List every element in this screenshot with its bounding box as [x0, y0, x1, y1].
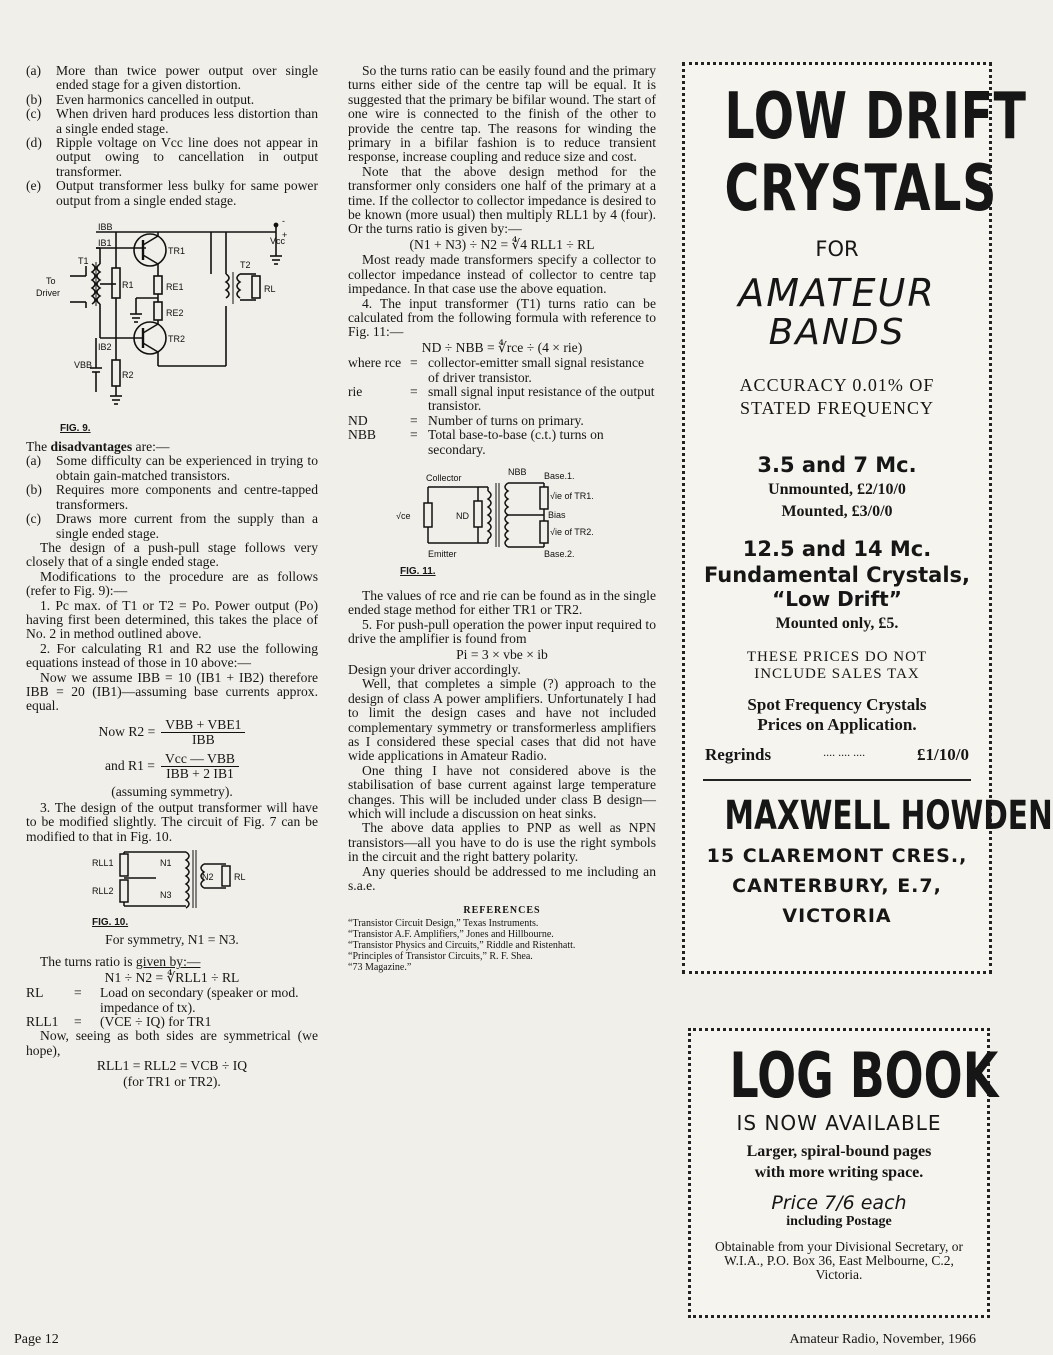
ad1-regrinds-label: Regrinds: [705, 745, 772, 764]
definition-eq: =: [410, 355, 418, 371]
drive-power-equation: Pi = 3 × vbe × ib: [456, 646, 548, 662]
ad1-tax-1: THESE PRICES DO NOT: [746, 649, 928, 665]
definition-eq: =: [410, 412, 418, 428]
ad1-regrinds-price: £1/10/0: [917, 745, 969, 764]
fig9-t2-label: T2: [240, 260, 251, 271]
col2-paragraph: Any queries should be addressed to me including an s.a.e.: [348, 863, 656, 894]
col2-paragraph: 5. For push-pull operation the power input required to drive the amplifier is found from: [348, 616, 656, 647]
definition-eq: =: [74, 1014, 82, 1030]
list-item-text: Output transformer less bulky for same power output from a single ended stage.: [56, 178, 318, 208]
disadvantages-list: [26, 454, 318, 540]
ad2-subtitle: IS NOW AVAILABLE: [736, 1111, 942, 1135]
ad1-company: MAXWELL HOWDEN: [724, 793, 1053, 839]
col1-paragraph: Now, seeing as both sides are symmetrical (we hope),: [26, 1028, 318, 1058]
fig-10-caption: FIG. 10.: [92, 917, 129, 929]
ad1-address-1: 15 CLAREMONT CRES.,: [706, 845, 968, 867]
list-item: [26, 512, 318, 541]
definition-text: Number of turns on primary.: [428, 412, 584, 428]
ad1-low-drift: “Low Drift”: [772, 587, 902, 611]
list-item-text: Even harmonics cancelled in output.: [56, 91, 255, 107]
ad2-description-2: with more writing space.: [754, 1164, 924, 1181]
ad2-description-1: Larger, spiral-bound pages: [746, 1143, 932, 1160]
fig11-rie1-label: √ie of TR1.: [550, 490, 594, 501]
fig10-n2-label: N2: [202, 872, 214, 883]
reference-item: “Transistor Circuit Design,” Texas Instruments.: [348, 917, 539, 929]
turns-equation-2: (N1 + N3) ÷ N2 = ∜4 RLL1 ÷ RL: [409, 236, 595, 252]
fig9-ibb-label: IBB: [98, 222, 113, 233]
fig9-to-label: To: [46, 276, 56, 287]
definition-sym: ND: [348, 412, 368, 428]
ad1-mounted-only: Mounted only, £5.: [775, 615, 899, 632]
definition-sym: where rce: [348, 355, 402, 371]
fig10-n3-label: N3: [160, 890, 172, 901]
col2-definitions: [348, 356, 656, 457]
ad1-headline-1: LOW DRIFT: [724, 80, 1027, 154]
list-item-label: (d): [26, 135, 42, 151]
ad1-accuracy-2: STATED FREQUENCY: [739, 398, 935, 418]
column-2: [348, 64, 656, 973]
column-1: [26, 64, 318, 1090]
definition-eq: =: [410, 383, 418, 399]
ad1-fundamental: Fundamental Crystals,: [703, 563, 971, 587]
disadvantages-intro: [26, 440, 318, 454]
eq-r2-denominator: IBB: [192, 732, 215, 748]
turns-equation: N1 ÷ N2 = ∜RLL1 ÷ RL: [104, 969, 240, 985]
list-item: [26, 107, 318, 136]
list-item: [26, 136, 318, 179]
fig11-rie2-label: √ie of TR2.: [550, 526, 594, 537]
eq-r1-numerator: Vcc — VBB: [161, 752, 239, 767]
list-item-text: Ripple voltage on Vcc line does not appear in output owing to cancellation in output transformer.: [56, 135, 318, 179]
col2-paragraph: One thing I have not considered above is the stabilisation of base current against large temperature changes. This will be included under class B design—which will include a discussion on heat sinks.: [348, 762, 656, 822]
rll-equation: RLL1 = RLL2 = VCB ÷ IQ: [96, 1058, 248, 1074]
fig9-plus-label: +: [282, 230, 288, 241]
symmetry-equation: For symmetry, N1 = N3.: [105, 932, 239, 948]
definition-eq: =: [74, 985, 82, 1001]
list-item-label: (b): [26, 91, 42, 107]
col1-definitions: [26, 986, 318, 1029]
definition-sym: rie: [348, 383, 363, 399]
fig9-t1-label: T1: [78, 256, 89, 267]
list-item: [26, 483, 318, 512]
fig11-collector-label: Collector: [426, 472, 462, 483]
ad1-bands: BANDS: [768, 312, 906, 353]
references-heading: REFERENCES: [463, 904, 541, 916]
fig10-rll2-label: RLL2: [92, 886, 114, 897]
fig9-r2-label: R2: [122, 370, 134, 381]
fig9-vcc-label: Vcc: [270, 236, 286, 247]
list-item-label: (a): [26, 63, 42, 78]
col2-paragraph: Design your driver accordingly.: [348, 662, 521, 677]
fig-10-schematic: [26, 850, 318, 932]
turns-ratio-intro: [26, 955, 318, 969]
fig9-tr1-label: TR1: [168, 246, 186, 257]
fig10-rll1-label: RLL1: [92, 858, 114, 869]
ad1-regrinds-row: [685, 745, 989, 765]
definition-sym: RLL1: [26, 1014, 59, 1030]
ad2-obtain: Obtainable from your Divisional Secretary, or W.I.A., P.O. Box 36, East Melbourne, C.2, Victoria.: [714, 1239, 964, 1282]
list-item-label: (b): [26, 482, 42, 498]
ad2-title: LOG BOOK: [729, 1039, 999, 1112]
reference-item: “Principles of Transistor Circuits,” R. F. Shea.: [348, 950, 533, 962]
rll-equation-note: (for TR1 or TR2).: [123, 1073, 221, 1089]
fig9-ib1-label: IB1: [98, 238, 112, 249]
list-item-label: (c): [26, 511, 42, 527]
eq-r2-numerator: VBB + VBE1: [161, 718, 245, 733]
list-item: [26, 454, 318, 483]
col2-paragraph: Note that the above design method for the transformer only considers one half of the primary at a time. If the collector to collector impedance is desired to be known (more usual) then multiply RLL1 by 4 (four). Or the turns ratio is given by:—: [348, 163, 656, 237]
col2-paragraph: The values of rce and rie can be found as in the single ended stage method for either TR1 or TR2.: [348, 587, 656, 618]
symmetry-note: (assuming symmetry).: [111, 784, 233, 800]
definition-sym: NBB: [348, 427, 376, 443]
list-item-label: (c): [26, 106, 42, 122]
fig10-rl-label: RL: [234, 872, 246, 883]
col1-paragraph: 2. For calculating R1 and R2 use the following equations instead of those in 10 above:—: [26, 640, 318, 671]
definition-text: (VCE ÷ IQ) for TR1: [100, 1014, 212, 1030]
advantages-list: [26, 64, 318, 208]
eq-r2-lhs: Now R2 =: [98, 724, 156, 740]
fig9-re1-label: RE1: [166, 282, 184, 293]
ad1-address-2: CANTERBURY, E.7,: [732, 875, 942, 897]
ad1-spot-2: Prices on Application.: [757, 715, 917, 734]
ad1-address-3: VICTORIA: [782, 905, 892, 927]
equation-r2: [26, 718, 318, 748]
fig11-emitter-label: Emitter: [428, 548, 457, 559]
eq-r1-lhs: and R1 =: [105, 758, 155, 774]
log-book-advertisement: [688, 1028, 999, 1318]
eq-r2-fraction: [161, 718, 245, 748]
col2-paragraph: 4. The input transformer (T1) turns ratio can be calculated from the following formula with reference to Fig. 11:—: [348, 295, 656, 340]
definition-text: Total base-to-base (c.t.) turns on secondary.: [428, 427, 604, 457]
fig11-nbb-label: NBB: [508, 466, 527, 477]
list-item-text: More than twice power output over single ended stage for a given distortion.: [56, 63, 318, 93]
fig9-r1-label: R1: [122, 280, 134, 291]
ad1-frequency-2: 12.5 and 14 Mc.: [742, 537, 932, 561]
magazine-footer: Amateur Radio, November, 1966: [789, 1332, 976, 1347]
ad2-postage: including Postage: [786, 1214, 892, 1229]
fig-10-circuit: [26, 850, 318, 932]
ad1-tax-2: INCLUDE SALES TAX: [754, 666, 920, 682]
fig9-driver-label: Driver: [36, 288, 60, 299]
definition-text: Load on secondary (speaker or mod. impedance of tx).: [100, 985, 299, 1015]
disadv-post: are:—: [132, 439, 170, 455]
disadv-word: disadvantages: [50, 439, 133, 455]
col1-paragraph: 3. The design of the output transformer will have to be modified slightly. The circuit of Fig. 7 can be modified to that in Fig. 10.: [26, 799, 318, 844]
reference-item: “73 Magazine.”: [348, 961, 412, 973]
col1-paragraph: 1. Pc max. of T1 or T2 = Po. Power output (Po) having first been determined, this takes the place of No. 2 in method outlined above.: [26, 597, 318, 642]
fig-11-caption: FIG. 11.: [400, 565, 436, 577]
ad1-divider: [703, 779, 971, 781]
col2-paragraph: The above data applies to PNP as well as NPN transistors—all you have to do is use the right symbols in the circuit and the right battery polarity.: [348, 820, 656, 865]
fig9-minus-label: -: [282, 216, 285, 227]
ad1-for: FOR: [815, 237, 859, 261]
references-list: [348, 918, 656, 973]
ad1-mounted-price: Mounted, £3/0/0: [781, 503, 893, 520]
definition-eq: =: [410, 427, 418, 443]
fig9-re2-label: RE2: [166, 308, 184, 319]
ad1-headline-2: CRYSTALS: [724, 152, 998, 226]
col1-paragraph: Now we assume IBB = 10 (IB1 + IB2) therefore IBB = 20 (IB1)—assuming base currents approx. equal.: [26, 669, 318, 714]
ad1-amateur: AMATEUR: [738, 271, 936, 315]
ad2-price: Price 7/6 each: [771, 1192, 907, 1214]
list-item-label: (e): [26, 178, 42, 194]
list-item: [26, 179, 318, 208]
col1-paragraph: The design of a push-pull stage follows very closely that of a single ended stage.: [26, 539, 318, 570]
page-number: Page 12: [14, 1332, 59, 1347]
disadv-pre: The: [26, 439, 51, 455]
eq-r1-denominator: IBB + 2 IB1: [166, 766, 234, 781]
definition-text: collector-emitter small signal resistance of driver transistor.: [428, 355, 645, 385]
list-item-label: (a): [26, 453, 42, 469]
reference-item: “Transistor Physics and Circuits,” Riddle and Ristenhatt.: [348, 939, 576, 951]
turns-underlined: given by:—: [135, 954, 201, 970]
list-item-text: When driven hard produces less distortion than a single ended stage.: [56, 106, 318, 136]
ad1-frequency-1: 3.5 and 7 Mc.: [757, 453, 917, 477]
fig10-n1-label: N1: [160, 858, 172, 869]
reference-item: “Transistor A.F. Amplifiers,” Jones and Hillbourne.: [348, 928, 554, 940]
fig11-base1-label: Base.1.: [544, 470, 575, 481]
fig11-vce-label: √ce: [396, 510, 411, 521]
col2-paragraph: So the turns ratio can be easily found and the primary turns either side of the centre tap will be equal. It is suggested that the primary be bifilar wound. The start of one wire is connected to the finish of the other to provide the centre tap. The reasons for winding the primary in a bifilar fashion is to reduce transient response, increase coupling and reduce size and cost.: [348, 63, 656, 165]
ad1-accuracy-1: ACCURACY 0.01% OF: [739, 375, 935, 395]
fig-11-schematic: [348, 465, 656, 581]
definition-sym: RL: [26, 985, 44, 1001]
list-item-text: Some difficulty can be experienced in trying to obtain gain-matched transistors.: [56, 453, 318, 483]
list-item-text: Draws more current from the supply than a single ended stage.: [56, 511, 318, 541]
fig9-tr2-label: TR2: [168, 334, 186, 345]
list-item-text: Requires more components and centre-tapped transformers.: [56, 482, 318, 512]
col2-paragraph: Most ready made transformers specify a collector to collector impedance instead of collector to centre tap impedance. In that case use the above equation.: [348, 252, 656, 297]
ad1-spot-1: Spot Frequency Crystals: [747, 695, 927, 714]
col1-paragraph: Modifications to the procedure are as follows (refer to Fig. 9):—: [26, 568, 318, 599]
fig11-bias-label: Bias: [548, 509, 566, 520]
eq-r1-fraction: [161, 752, 239, 782]
fig9-rl-label: RL: [264, 284, 276, 295]
fig-9-schematic: [26, 218, 318, 436]
fig9-vbb-label: VBB: [74, 360, 93, 371]
turns-pre: The turns ratio is: [40, 954, 136, 970]
fig-9-circuit: [26, 218, 318, 436]
ad1-unmounted-price: Unmounted, £2/10/0: [768, 481, 906, 498]
fig9-ib2-label: IB2: [98, 342, 112, 353]
fig11-nd-label: ND: [456, 510, 469, 521]
crystals-advertisement: [682, 62, 1053, 974]
list-item: [26, 64, 318, 93]
equation-r1: [26, 752, 318, 782]
definition-text: small signal input resistance of the output transistor.: [428, 383, 655, 414]
input-transformer-equation: ND ÷ NBB = ∜rce ÷ (4 × rie): [421, 339, 583, 355]
fig11-base2-label: Base.2.: [544, 548, 575, 559]
list-item: [26, 93, 318, 107]
fig-11-circuit: [348, 465, 656, 581]
ad1-regrinds-dots: .... .... ....: [823, 745, 866, 759]
fig-9-caption: FIG. 9.: [60, 423, 91, 435]
col2-paragraph: Well, that completes a simple (?) approach to the design of class A power amplifiers. Unfortunately I had to limit the design cases and have not included complementary symmetry or transformerless amplifiers as I considered these special cases that did not have wide applications in Amateur Radio.: [348, 676, 656, 764]
